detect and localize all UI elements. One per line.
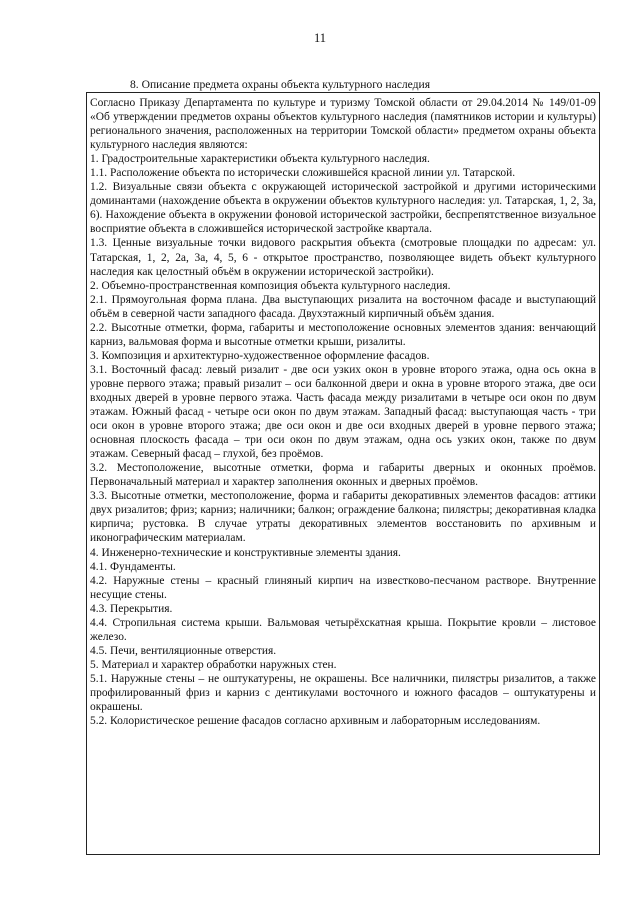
intro-paragraph: Согласно Приказу Департамента по культуре и туризму Томской области от 29.04.2014 № 149/01-09 «Об утверждении предметов охраны объектов культурного наследия (памятников истории и культуры) регионального значения, расположенных на территории Томской области» предметом охраны объекта культурного наследия являются: [90, 97, 596, 152]
item-1-heading: 1. Градостроительные характеристики объекта культурного наследия. [90, 153, 430, 166]
item-3-1: 3.1. Восточный фасад: левый ризалит - две оси узких окон в уровне второго этажа, одна ось окна в уровне первого этажа; правый ризалит – оси балконной двери и окна в уровне второго этажа, две оси входных дверей в уровне первого этажа. Часть фасада между ризалитами в четыре оси окон по двум этажам. Южный фасад - четыре оси окон по двум этажам. Западный фасад: выступающая часть - три оси окон в уровне второго этажа; две оси окон и две оси входных дверей в уровне первого этажа; основная плоскость фасада – три оси окон по двум этажам, одна ось узких окон, также по двум этажам. Северный фасад – глухой, без проёмов. [90, 363, 596, 461]
protection-subject-table [86, 92, 600, 855]
item-5-2: 5.2. Колористическое решение фасадов согласно архивным и лабораторным исследованиям. [90, 715, 541, 728]
item-4-5: 4.5. Печи, вентиляционные отверстия. [90, 644, 277, 657]
item-4-3: 4.3. Перекрытия. [90, 602, 173, 615]
item-5-1: 5.1. Наружные стены – не оштукатурены, не окрашены. Все наличники, пилястры ризалитов, а также профилированный фриз и карниз с дентикулами восточного и южного фасадов – оштукатурены и окрашены. [90, 672, 596, 714]
item-1-1: 1.1. Расположение объекта по исторически сложившейся красной линии ул. Татарской. [90, 167, 516, 180]
item-4-2: 4.2. Наружные стены – красный глиняный кирпич на известково-песчаном растворе. Внутренние несущие стены. [90, 574, 596, 601]
item-4-4: 4.4. Стропильная система крыши. Вальмовая четырёхскатная крыша. Покрытие кровли – листовое железо. [90, 616, 596, 643]
protection-subject-text [90, 96, 596, 728]
item-3-heading: 3. Композиция и архитектурно-художественное оформление фасадов. [90, 349, 430, 362]
item-4-1: 4.1. Фундаменты. [90, 560, 176, 573]
item-1-3: 1.3. Ценные визуальные точки видового раскрытия объекта (смотровые площадки по адресам: ул. Татарская, 1, 2, 2а, 3а, 4, 5, 6 - открытое пространство, позволяющее видеть объект культурного наследия как целостный объём в окружении исторической застройки). [90, 237, 596, 278]
page-number: 11 [313, 31, 327, 45]
item-2-1: 2.1. Прямоугольная форма плана. Два выступающих ризалита на восточном фасаде и выступающий объём в северной части западного фасада. Двухэтажный кирпичный объём здания. [90, 293, 596, 320]
item-5-heading: 5. Материал и характер обработки наружных стен. [90, 658, 337, 671]
item-2-heading: 2. Объемно-пространственная композиция объекта культурного наследия. [90, 279, 451, 292]
item-3-3: 3.3. Высотные отметки, местоположение, форма и габариты декоративных элементов фасадов: аттики двух ризалитов; фриз; карниз; наличники; балкон; ограждение балкона; пилястры; декоративная кладка кирпича; рустовка. В случае утраты декоративных элементов восстановить по архивным и иконографическим материалам. [90, 490, 596, 545]
item-2-2: 2.2. Высотные отметки, форма, габариты и местоположение основных элементов здания: венчающий карниз, вальмовая форма и высотные отметки крыши, ризалиты. [90, 321, 596, 348]
item-1-2: 1.2. Визуальные связи объекта с окружающей исторической застройкой и другими историческими доминантами (нахождение объекта в окружении объектов культурного наследия: ул. Татарская, 1, 2, 3а, 6). Нахождение объекта в окружении фоновой исторической застройки, беспрепятственное визуальное восприятие объекта в сложившейся исторической застройке квартала. [90, 181, 596, 236]
section-heading: 8. Описание предмета охраны объекта культурного наследия [130, 78, 431, 91]
item-3-2: 3.2. Местоположение, высотные отметки, форма и габариты дверных и оконных проёмов. Первоначальный материал и характер заполнения оконных и дверных проёмов. [90, 462, 596, 489]
item-4-heading: 4. Инженерно-технические и конструктивные элементы здания. [90, 546, 401, 559]
